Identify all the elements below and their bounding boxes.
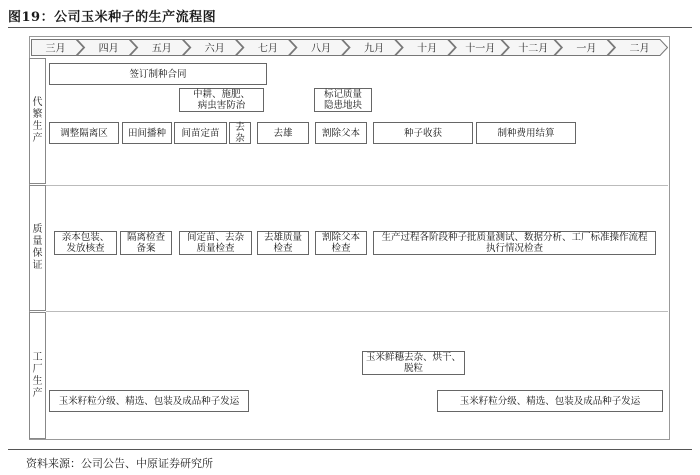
- factory-grading-left: 玉米籽粒分级、精选、包装及成品种子发运: [49, 390, 249, 412]
- step-thinning: 间苗定苗: [174, 122, 227, 144]
- month-label: 十月: [417, 43, 438, 55]
- month-label: 二月: [629, 43, 650, 55]
- month-label: 三月: [45, 43, 66, 55]
- section-factory-label: [29, 312, 46, 439]
- section-breeding-char: 产: [32, 133, 43, 144]
- month-label: 五月: [151, 43, 172, 55]
- section-quality-char: 证: [32, 260, 43, 271]
- top-rule: [8, 27, 692, 28]
- month-label: 一月: [576, 43, 597, 55]
- section-quality-char: 质: [32, 224, 43, 235]
- step-remove-male-parent: 割除父本: [315, 122, 367, 144]
- step-adjust-isolation: 调整隔离区: [49, 122, 119, 144]
- check-production-process: 生产过程各阶段种子批质量测试、数据分析、工厂标准操作流程 执行情况检查: [373, 231, 656, 255]
- section-breeding-char: 生: [32, 121, 43, 132]
- step-fee-settlement: 制种费用结算: [476, 122, 576, 144]
- month-timeline: [31, 39, 668, 56]
- check-thinning-quality: 间定苗、去杂 质量检查: [179, 231, 252, 255]
- step-remove-off-types-char: 去: [235, 122, 245, 133]
- month-label: 七月: [257, 43, 278, 55]
- month-label: 四月: [98, 43, 119, 55]
- section-factory-char: 产: [32, 387, 43, 399]
- figure-title: 图19：公司玉米种子的生产流程图: [8, 10, 217, 25]
- section-factory-char: 生: [32, 375, 43, 387]
- factory-grading-right: 玉米籽粒分级、精选、包装及成品种子发运: [437, 390, 663, 412]
- step-remove-off-types: [229, 122, 251, 144]
- month-label: 八月: [310, 43, 331, 55]
- month-label: 六月: [204, 43, 225, 55]
- section-breeding-char: 繁: [32, 109, 43, 120]
- check-parent-packaging: 亲本包装、 发放核查: [54, 231, 117, 255]
- step-remove-off-types-char: 杂: [235, 133, 245, 144]
- factory-ear-processing: 玉米鲜穗去杂、烘干、 脱粒: [362, 351, 465, 375]
- month-label: 九月: [364, 43, 385, 55]
- step-mark-risk-plots: 标记质量 隐患地块: [314, 88, 372, 112]
- step-seed-harvest: 种子收获: [373, 122, 473, 144]
- month-label: 十一月: [465, 43, 496, 55]
- section-breeding-char: 代: [32, 97, 43, 108]
- month-label: 十二月: [518, 43, 549, 55]
- section-quality-char: 保: [32, 248, 43, 259]
- check-detassel-quality: 去雄质量 检查: [257, 231, 309, 255]
- check-isolation-record: 隔离检查 备案: [120, 231, 172, 255]
- step-field-sowing: 田间播种: [122, 122, 172, 144]
- section-factory-char: 工: [32, 351, 43, 363]
- bottom-rule: [8, 449, 692, 450]
- source-note: 资料来源：公司公告、中原证券研究所: [26, 457, 213, 470]
- section-factory-char: 厂: [32, 363, 43, 375]
- step-contract: 签订制种合同: [49, 63, 267, 85]
- section-breeding-label: [29, 58, 46, 184]
- section-quality-label: [29, 185, 46, 311]
- section-divider: [46, 185, 668, 186]
- step-plough-fertilize: 中耕、施肥、 病虫害防治: [179, 88, 264, 112]
- check-remove-male: 割除父本 检查: [315, 231, 367, 255]
- section-divider: [46, 311, 668, 312]
- step-detassel: 去雄: [257, 122, 309, 144]
- section-quality-char: 量: [32, 236, 43, 247]
